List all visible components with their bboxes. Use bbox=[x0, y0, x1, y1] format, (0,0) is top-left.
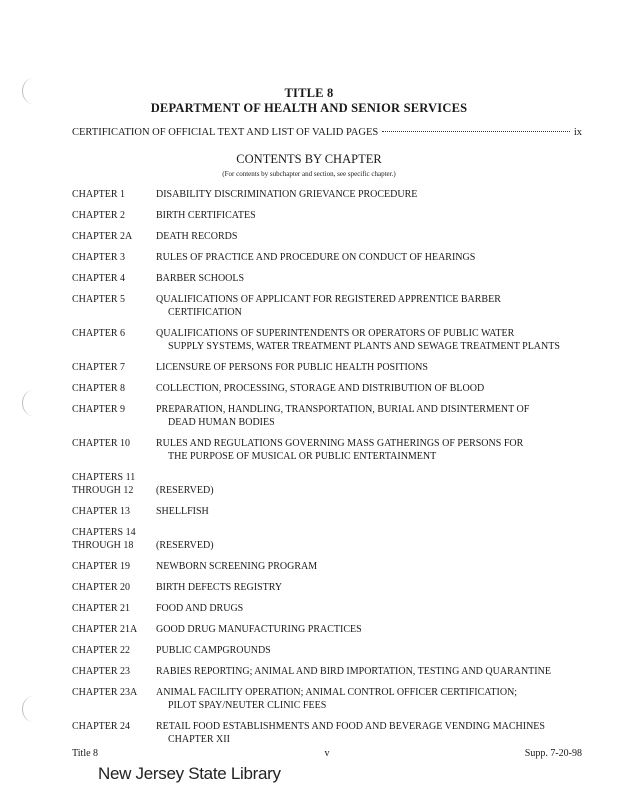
chapter-title-line: RETAIL FOOD ESTABLISHMENTS AND FOOD AND BEVERAGE VENDING MACHINES bbox=[156, 721, 545, 732]
chapter-label-line: CHAPTER 13 bbox=[72, 506, 131, 517]
chapter-title-line: SUPPLY SYSTEMS, WATER TREATMENT PLANTS AND SEWAGE TREATMENT PLANTS bbox=[168, 341, 560, 352]
chapter-label bbox=[72, 403, 156, 429]
page-footer bbox=[72, 748, 582, 759]
chapter-label-line: CHAPTER 23A bbox=[72, 687, 138, 698]
chapter-title bbox=[156, 188, 592, 201]
punch-hole-mark bbox=[22, 390, 45, 416]
chapter-title bbox=[156, 471, 592, 497]
chapter-row bbox=[72, 230, 592, 243]
chapter-row bbox=[72, 403, 592, 429]
chapter-row bbox=[72, 209, 592, 222]
certification-text: CERTIFICATION OF OFFICIAL TEXT AND LIST OF VALID PAGES bbox=[72, 127, 379, 138]
chapter-row bbox=[72, 382, 592, 395]
title-line-1: TITLE 8 bbox=[284, 86, 334, 100]
chapter-label-line: THROUGH 12 bbox=[72, 485, 134, 496]
chapter-title-line bbox=[156, 471, 592, 484]
chapter-row bbox=[72, 471, 592, 497]
chapter-title-line: CHAPTER XII bbox=[168, 734, 230, 745]
chapter-label-line: CHAPTER 10 bbox=[72, 438, 131, 449]
chapter-label-line: CHAPTER 6 bbox=[72, 328, 126, 339]
chapter-title bbox=[156, 209, 592, 222]
chapter-row bbox=[72, 644, 592, 657]
chapter-label bbox=[72, 665, 156, 678]
chapter-title-line: DEATH RECORDS bbox=[156, 231, 238, 242]
chapter-label-line: CHAPTER 22 bbox=[72, 645, 131, 656]
chapter-row bbox=[72, 623, 592, 636]
chapter-label-line: CHAPTERS 14 bbox=[72, 527, 136, 538]
chapter-title-line: BIRTH CERTIFICATES bbox=[156, 210, 256, 221]
chapter-label-line: CHAPTER 8 bbox=[72, 383, 126, 394]
chapter-row bbox=[72, 720, 592, 746]
chapter-label bbox=[72, 505, 156, 518]
chapter-title bbox=[156, 382, 592, 395]
footer-page-number: v bbox=[324, 748, 330, 759]
chapter-title-line: SHELLFISH bbox=[156, 506, 209, 517]
chapter-title-line: GOOD DRUG MANUFACTURING PRACTICES bbox=[156, 624, 362, 635]
chapter-row bbox=[72, 665, 592, 678]
chapter-label-line: CHAPTER 2A bbox=[72, 231, 133, 242]
chapter-label bbox=[72, 686, 156, 712]
chapter-title-line: PILOT SPAY/NEUTER CLINIC FEES bbox=[168, 700, 327, 711]
chapter-title-line: LICENSURE OF PERSONS FOR PUBLIC HEALTH POSITIONS bbox=[156, 362, 428, 373]
chapter-label-line: CHAPTERS 11 bbox=[72, 472, 136, 483]
chapter-label bbox=[72, 526, 156, 552]
chapter-title bbox=[156, 272, 592, 285]
chapter-title-line: THE PURPOSE OF MUSICAL OR PUBLIC ENTERTAINMENT bbox=[168, 451, 437, 462]
chapter-row bbox=[72, 251, 592, 264]
chapter-label bbox=[72, 293, 156, 319]
chapter-label-line: CHAPTER 2 bbox=[72, 210, 126, 221]
chapter-title-line: NEWBORN SCREENING PROGRAM bbox=[156, 561, 318, 572]
chapter-label-line: THROUGH 18 bbox=[72, 540, 134, 551]
chapter-title bbox=[156, 560, 592, 573]
chapter-title-line: BARBER SCHOOLS bbox=[156, 273, 245, 284]
chapter-label bbox=[72, 623, 156, 636]
chapter-title-line: BIRTH DEFECTS REGISTRY bbox=[156, 582, 283, 593]
chapter-label-line: CHAPTER 21A bbox=[72, 624, 138, 635]
chapter-title bbox=[156, 581, 592, 594]
chapter-row bbox=[72, 686, 592, 712]
chapter-title bbox=[156, 686, 592, 712]
chapter-list bbox=[72, 188, 592, 746]
chapter-title-line: DISABILITY DISCRIMINATION GRIEVANCE PROCEDURE bbox=[156, 189, 418, 200]
chapter-title bbox=[156, 720, 592, 746]
chapter-title bbox=[156, 526, 592, 552]
chapter-title bbox=[156, 403, 592, 429]
chapter-title bbox=[156, 230, 592, 243]
chapter-label-line: CHAPTER 7 bbox=[72, 362, 126, 373]
contents-note: (For contents by subchapter and section, see specific chapter.) bbox=[222, 170, 396, 178]
punch-hole-mark bbox=[22, 696, 45, 722]
chapter-row bbox=[72, 505, 592, 518]
chapter-label-line: CHAPTER 4 bbox=[72, 273, 126, 284]
chapter-title-line: (RESERVED) bbox=[156, 540, 214, 551]
chapter-label bbox=[72, 602, 156, 615]
chapter-label-line: CHAPTER 23 bbox=[72, 666, 131, 677]
library-stamp: New Jersey State Library bbox=[98, 764, 281, 783]
chapter-title-line: DEAD HUMAN BODIES bbox=[168, 417, 275, 428]
chapter-title bbox=[156, 327, 592, 353]
chapter-title-line: RABIES REPORTING; ANIMAL AND BIRD IMPORTATION, TESTING AND QUARANTINE bbox=[156, 666, 551, 677]
chapter-title bbox=[156, 623, 592, 636]
chapter-title-line: (RESERVED) bbox=[156, 485, 214, 496]
chapter-row bbox=[72, 437, 592, 463]
chapter-label-line: CHAPTER 19 bbox=[72, 561, 131, 572]
chapter-title-line: COLLECTION, PROCESSING, STORAGE AND DISTRIBUTION OF BLOOD bbox=[156, 383, 485, 394]
certification-line bbox=[72, 127, 582, 138]
chapter-label bbox=[72, 644, 156, 657]
chapter-title-line: PREPARATION, HANDLING, TRANSPORTATION, BURIAL AND DISINTERMENT OF bbox=[156, 404, 530, 415]
chapter-row bbox=[72, 581, 592, 594]
chapter-row bbox=[72, 526, 592, 552]
contents-heading: CONTENTS BY CHAPTER bbox=[236, 152, 382, 166]
chapter-label-line: CHAPTER 1 bbox=[72, 189, 126, 200]
footer-left: Title 8 bbox=[72, 748, 99, 759]
dot-leader bbox=[382, 131, 570, 132]
chapter-title-line: QUALIFICATIONS OF SUPERINTENDENTS OR OPERATORS OF PUBLIC WATER bbox=[156, 328, 515, 339]
certification-page: ix bbox=[573, 127, 582, 138]
chapter-label bbox=[72, 272, 156, 285]
chapter-row bbox=[72, 293, 592, 319]
chapter-label bbox=[72, 188, 156, 201]
chapter-row bbox=[72, 188, 592, 201]
chapter-label bbox=[72, 209, 156, 222]
chapter-title bbox=[156, 602, 592, 615]
chapter-title bbox=[156, 437, 592, 463]
chapter-label-line: CHAPTER 24 bbox=[72, 721, 131, 732]
chapter-title-line bbox=[156, 526, 592, 539]
chapter-label-line: CHAPTER 20 bbox=[72, 582, 131, 593]
chapter-label bbox=[72, 251, 156, 264]
chapter-label bbox=[72, 560, 156, 573]
chapter-label-line: CHAPTER 21 bbox=[72, 603, 131, 614]
chapter-row bbox=[72, 361, 592, 374]
chapter-label-line: CHAPTER 5 bbox=[72, 294, 126, 305]
footer-right: Supp. 7-20-98 bbox=[524, 748, 582, 759]
chapter-title bbox=[156, 361, 592, 374]
title-line-2: DEPARTMENT OF HEALTH AND SENIOR SERVICES bbox=[150, 101, 468, 115]
chapter-title-line: RULES OF PRACTICE AND PROCEDURE ON CONDUCT OF HEARINGS bbox=[156, 252, 476, 263]
chapter-title-line: ANIMAL FACILITY OPERATION; ANIMAL CONTROL OFFICER CERTIFICATION; bbox=[156, 687, 518, 698]
chapter-label bbox=[72, 581, 156, 594]
chapter-title bbox=[156, 665, 592, 678]
chapter-title bbox=[156, 251, 592, 264]
chapter-label bbox=[72, 327, 156, 353]
chapter-label bbox=[72, 437, 156, 463]
chapter-row bbox=[72, 560, 592, 573]
chapter-title-line: CERTIFICATION bbox=[168, 307, 242, 318]
chapter-label bbox=[72, 382, 156, 395]
chapter-label bbox=[72, 720, 156, 746]
chapter-title-line: FOOD AND DRUGS bbox=[156, 603, 244, 614]
chapter-row bbox=[72, 272, 592, 285]
chapter-label bbox=[72, 230, 156, 243]
chapter-label bbox=[72, 471, 156, 497]
chapter-row bbox=[72, 327, 592, 353]
chapter-label-line: CHAPTER 9 bbox=[72, 404, 126, 415]
chapter-title-line: QUALIFICATIONS OF APPLICANT FOR REGISTERED APPRENTICE BARBER bbox=[156, 294, 501, 305]
chapter-title bbox=[156, 644, 592, 657]
chapter-title-line: RULES AND REGULATIONS GOVERNING MASS GATHERINGS OF PERSONS FOR bbox=[156, 438, 524, 449]
chapter-title bbox=[156, 505, 592, 518]
chapter-title-line: PUBLIC CAMPGROUNDS bbox=[156, 645, 271, 656]
chapter-label-line: CHAPTER 3 bbox=[72, 252, 126, 263]
chapter-row bbox=[72, 602, 592, 615]
chapter-title bbox=[156, 293, 592, 319]
chapter-label bbox=[72, 361, 156, 374]
